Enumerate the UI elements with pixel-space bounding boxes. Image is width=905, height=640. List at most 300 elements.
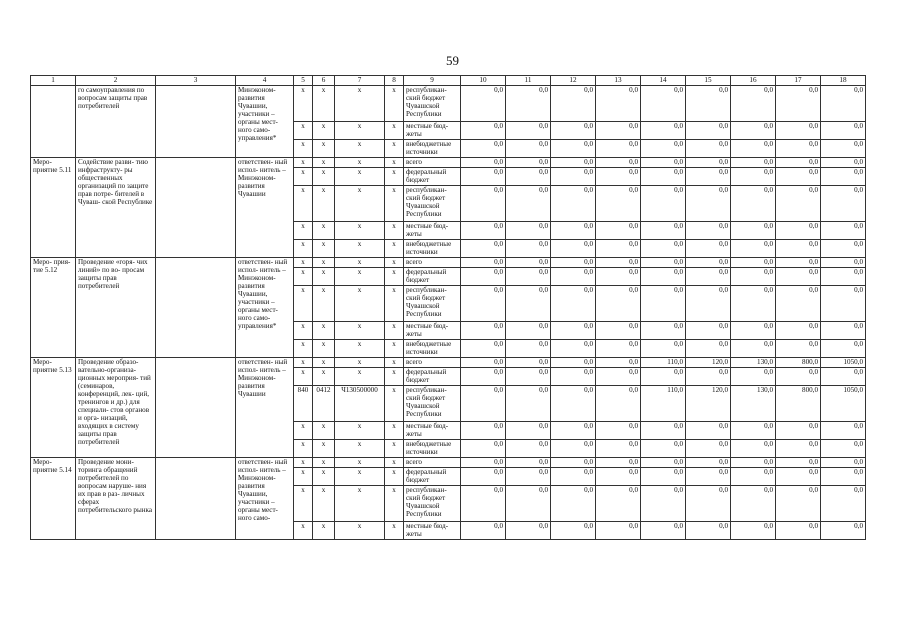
budget-code-cell: х: [335, 258, 385, 268]
budget-code-cell: х: [294, 322, 313, 340]
budget-code-cell: х: [313, 258, 335, 268]
event-title-cell: Проведение образо- вательно-организа- ционных мероприя- тий (семинаров, конференций, лек- ций, тренингов и др.) для специали- стов органов и орга- низаций, входящих в систему защиты прав потребителей: [76, 358, 156, 458]
amount-cell: 0,0: [776, 422, 821, 440]
amount-cell: 0,0: [551, 158, 596, 168]
amount-cell: 0,0: [506, 140, 551, 158]
budget-code-cell: х: [335, 422, 385, 440]
amount-cell: 0,0: [551, 440, 596, 458]
amount-cell: 0,0: [821, 322, 866, 340]
budget-code-cell: х: [335, 240, 385, 258]
amount-cell: 0,0: [641, 158, 686, 168]
amount-cell: 0,0: [596, 322, 641, 340]
funding-source-cell: республикан- ский бюджет Чувашской Республики: [404, 486, 461, 522]
budget-code-cell: х: [294, 340, 313, 358]
amount-cell: 0,0: [506, 258, 551, 268]
amount-cell: 0,0: [461, 486, 506, 522]
budget-code-cell: х: [385, 468, 404, 486]
amount-cell: 0,0: [551, 168, 596, 186]
funding-source-cell: федеральный бюджет: [404, 268, 461, 286]
column-number: 13: [596, 76, 641, 86]
budget-code-cell: х: [335, 158, 385, 168]
amount-cell: 0,0: [596, 458, 641, 468]
amount-cell: 0,0: [776, 322, 821, 340]
budget-code-cell: х: [313, 368, 335, 386]
table-row: [31, 258, 866, 268]
amount-cell: 0,0: [506, 268, 551, 286]
amount-cell: 0,0: [641, 168, 686, 186]
budget-code-cell: х: [294, 468, 313, 486]
amount-cell: 0,0: [686, 186, 731, 222]
amount-cell: 0,0: [731, 258, 776, 268]
amount-cell: 0,0: [596, 468, 641, 486]
amount-cell: 0,0: [551, 422, 596, 440]
table-row: [31, 458, 866, 468]
column-3-cell: [156, 158, 236, 258]
funding-source-cell: всего: [404, 258, 461, 268]
budget-code-cell: х: [335, 286, 385, 322]
budget-code-cell: х: [385, 440, 404, 458]
amount-cell: 0,0: [641, 258, 686, 268]
budget-code-cell: х: [313, 422, 335, 440]
amount-cell: 0,0: [776, 86, 821, 122]
amount-cell: 0,0: [506, 286, 551, 322]
amount-cell: 0,0: [821, 486, 866, 522]
column-number: 17: [776, 76, 821, 86]
amount-cell: 0,0: [461, 240, 506, 258]
amount-cell: 0,0: [461, 468, 506, 486]
amount-cell: 0,0: [596, 258, 641, 268]
budget-code-cell: х: [385, 522, 404, 540]
budget-code-cell: х: [335, 122, 385, 140]
budget-code-cell: х: [294, 168, 313, 186]
amount-cell: 0,0: [686, 322, 731, 340]
amount-cell: 0,0: [731, 168, 776, 186]
amount-cell: 0,0: [641, 240, 686, 258]
amount-cell: 0,0: [686, 422, 731, 440]
amount-cell: 0,0: [731, 140, 776, 158]
amount-cell: 0,0: [551, 222, 596, 240]
amount-cell: 0,0: [731, 486, 776, 522]
amount-cell: 0,0: [776, 168, 821, 186]
amount-cell: 0,0: [551, 386, 596, 422]
amount-cell: 0,0: [596, 386, 641, 422]
amount-cell: 0,0: [551, 522, 596, 540]
amount-cell: 0,0: [641, 340, 686, 358]
amount-cell: 0,0: [506, 186, 551, 222]
amount-cell: 0,0: [506, 440, 551, 458]
budget-code-cell: х: [385, 368, 404, 386]
budget-code-cell: х: [313, 222, 335, 240]
amount-cell: 0,0: [821, 422, 866, 440]
executor-cell: ответствен- ный испол- нитель – Минэконом- развития Чувашии: [236, 358, 294, 458]
amount-cell: 0,0: [641, 458, 686, 468]
budget-code-cell: 840: [294, 386, 313, 422]
amount-cell: 0,0: [686, 468, 731, 486]
budget-code-cell: х: [294, 422, 313, 440]
amount-cell: 0,0: [461, 86, 506, 122]
column-number: 6: [313, 76, 335, 86]
amount-cell: 0,0: [776, 122, 821, 140]
amount-cell: 0,0: [641, 186, 686, 222]
budget-code-cell: х: [335, 368, 385, 386]
funding-source-cell: всего: [404, 358, 461, 368]
amount-cell: 130,0: [731, 358, 776, 368]
amount-cell: 0,0: [686, 240, 731, 258]
amount-cell: 0,0: [506, 222, 551, 240]
amount-cell: 0,0: [641, 122, 686, 140]
budget-code-cell: х: [335, 186, 385, 222]
column-number: 12: [551, 76, 596, 86]
column-number-row: [31, 76, 866, 86]
amount-cell: 0,0: [461, 122, 506, 140]
amount-cell: 0,0: [461, 458, 506, 468]
amount-cell: 0,0: [776, 258, 821, 268]
amount-cell: 0,0: [686, 458, 731, 468]
amount-cell: 0,0: [506, 158, 551, 168]
budget-code-cell: х: [313, 322, 335, 340]
funding-source-cell: всего: [404, 158, 461, 168]
amount-cell: 0,0: [776, 522, 821, 540]
amount-cell: 0,0: [776, 440, 821, 458]
funding-source-cell: республикан- ский бюджет Чувашской Республики: [404, 186, 461, 222]
amount-cell: 0,0: [596, 440, 641, 458]
amount-cell: 0,0: [551, 268, 596, 286]
event-name-cell: [31, 86, 76, 158]
budget-code-cell: х: [294, 258, 313, 268]
amount-cell: 0,0: [731, 186, 776, 222]
amount-cell: 0,0: [551, 486, 596, 522]
budget-code-cell: х: [385, 358, 404, 368]
budget-code-cell: х: [313, 468, 335, 486]
amount-cell: 0,0: [461, 258, 506, 268]
budget-code-cell: х: [294, 368, 313, 386]
budget-code-cell: х: [313, 440, 335, 458]
funding-source-cell: федеральный бюджет: [404, 168, 461, 186]
amount-cell: 0,0: [641, 222, 686, 240]
page-number: 59: [446, 53, 459, 68]
amount-cell: 0,0: [461, 186, 506, 222]
column-number: 18: [821, 76, 866, 86]
amount-cell: 0,0: [506, 86, 551, 122]
funding-source-cell: республикан- ский бюджет Чувашской Республики: [404, 86, 461, 122]
amount-cell: 0,0: [731, 458, 776, 468]
funding-source-cell: республикан- ский бюджет Чувашской Республики: [404, 386, 461, 422]
amount-cell: 0,0: [461, 368, 506, 386]
amount-cell: 0,0: [596, 368, 641, 386]
event-title-cell: Проведение мони- торинга обращений потребителей по вопросам наруше- ния их прав в раз- личных сферах потребительского рынка: [76, 458, 156, 540]
amount-cell: 0,0: [776, 222, 821, 240]
amount-cell: 0,0: [686, 522, 731, 540]
amount-cell: 0,0: [686, 486, 731, 522]
budget-code-cell: х: [385, 322, 404, 340]
amount-cell: 0,0: [776, 186, 821, 222]
budget-code-cell: х: [335, 140, 385, 158]
amount-cell: 0,0: [461, 158, 506, 168]
column-number: 1: [31, 76, 76, 86]
amount-cell: 0,0: [641, 486, 686, 522]
amount-cell: 0,0: [551, 286, 596, 322]
budget-code-cell: х: [294, 140, 313, 158]
amount-cell: 0,0: [776, 340, 821, 358]
event-name-cell: Меро- прия- тие 5.12: [31, 258, 76, 358]
amount-cell: 0,0: [821, 268, 866, 286]
amount-cell: 0,0: [551, 258, 596, 268]
budget-table: [30, 75, 866, 540]
budget-code-cell: х: [385, 158, 404, 168]
budget-code-cell: х: [385, 486, 404, 522]
amount-cell: 0,0: [551, 186, 596, 222]
budget-code-cell: х: [294, 440, 313, 458]
budget-code-cell: х: [385, 222, 404, 240]
amount-cell: 130,0: [731, 386, 776, 422]
amount-cell: 0,0: [731, 322, 776, 340]
budget-code-cell: х: [294, 458, 313, 468]
budget-code-cell: х: [313, 86, 335, 122]
budget-code-cell: х: [335, 522, 385, 540]
amount-cell: 0,0: [551, 140, 596, 158]
amount-cell: 0,0: [821, 286, 866, 322]
budget-code-cell: х: [335, 468, 385, 486]
funding-source-cell: внебюджетные источники: [404, 240, 461, 258]
amount-cell: 0,0: [596, 158, 641, 168]
amount-cell: 800,0: [776, 386, 821, 422]
amount-cell: 0,0: [461, 222, 506, 240]
funding-source-cell: всего: [404, 458, 461, 468]
table-row: [31, 158, 866, 168]
budget-code-cell: х: [294, 122, 313, 140]
amount-cell: 0,0: [596, 422, 641, 440]
budget-code-cell: х: [385, 340, 404, 358]
amount-cell: 0,0: [596, 286, 641, 322]
column-3-cell: [156, 358, 236, 458]
amount-cell: 0,0: [596, 268, 641, 286]
column-number: 11: [506, 76, 551, 86]
amount-cell: 0,0: [731, 368, 776, 386]
amount-cell: 0,0: [731, 268, 776, 286]
amount-cell: 0,0: [776, 468, 821, 486]
budget-code-cell: х: [294, 358, 313, 368]
column-number: 8: [385, 76, 404, 86]
column-number: 9: [404, 76, 461, 86]
budget-code-cell: х: [294, 268, 313, 286]
budget-code-cell: х: [313, 122, 335, 140]
amount-cell: 0,0: [461, 168, 506, 186]
column-number: 4: [236, 76, 294, 86]
amount-cell: 0,0: [731, 286, 776, 322]
amount-cell: 0,0: [731, 240, 776, 258]
budget-code-cell: х: [335, 86, 385, 122]
amount-cell: 0,0: [731, 86, 776, 122]
amount-cell: 0,0: [461, 286, 506, 322]
column-3-cell: [156, 86, 236, 158]
amount-cell: 0,0: [686, 140, 731, 158]
column-number: 16: [731, 76, 776, 86]
funding-source-cell: внебюджетные источники: [404, 140, 461, 158]
budget-code-cell: х: [313, 340, 335, 358]
executor-cell: ответствен- ный испол- нитель – Минэконом- развития Чувашии: [236, 158, 294, 258]
amount-cell: 0,0: [821, 122, 866, 140]
column-number: 3: [156, 76, 236, 86]
amount-cell: 0,0: [821, 158, 866, 168]
budget-code-cell: х: [313, 286, 335, 322]
amount-cell: 0,0: [461, 340, 506, 358]
amount-cell: 0,0: [461, 422, 506, 440]
amount-cell: 0,0: [506, 240, 551, 258]
budget-code-cell: х: [294, 486, 313, 522]
amount-cell: 0,0: [506, 340, 551, 358]
budget-code-cell: х: [335, 340, 385, 358]
table-row: [31, 86, 866, 122]
amount-cell: 0,0: [641, 322, 686, 340]
amount-cell: 120,0: [686, 386, 731, 422]
budget-code-cell: х: [385, 258, 404, 268]
column-number: 7: [335, 76, 385, 86]
executor-cell: Минэконом- развития Чувашии, участники – органы мест- ного само- управления*: [236, 86, 294, 158]
table-row: [31, 358, 866, 368]
amount-cell: 0,0: [506, 322, 551, 340]
budget-code-cell: х: [313, 268, 335, 286]
amount-cell: 0,0: [731, 340, 776, 358]
amount-cell: 0,0: [506, 486, 551, 522]
budget-code-cell: х: [294, 86, 313, 122]
amount-cell: 0,0: [641, 422, 686, 440]
budget-code-cell: х: [313, 140, 335, 158]
amount-cell: 0,0: [506, 358, 551, 368]
amount-cell: 0,0: [776, 158, 821, 168]
budget-code-cell: х: [294, 522, 313, 540]
amount-cell: 0,0: [596, 486, 641, 522]
column-number: 2: [76, 76, 156, 86]
amount-cell: 0,0: [821, 522, 866, 540]
amount-cell: 0,0: [506, 386, 551, 422]
amount-cell: 0,0: [596, 86, 641, 122]
amount-cell: 0,0: [596, 340, 641, 358]
amount-cell: 0,0: [461, 358, 506, 368]
amount-cell: 0,0: [641, 140, 686, 158]
budget-code-cell: х: [294, 186, 313, 222]
column-number: 5: [294, 76, 313, 86]
amount-cell: 0,0: [551, 340, 596, 358]
column-number: 14: [641, 76, 686, 86]
amount-cell: 0,0: [596, 522, 641, 540]
amount-cell: 0,0: [596, 222, 641, 240]
amount-cell: 0,0: [821, 186, 866, 222]
amount-cell: 0,0: [821, 86, 866, 122]
budget-code-cell: х: [313, 240, 335, 258]
amount-cell: 0,0: [776, 140, 821, 158]
amount-cell: 0,0: [506, 422, 551, 440]
column-3-cell: [156, 258, 236, 358]
amount-cell: 0,0: [821, 340, 866, 358]
budget-code-cell: х: [313, 158, 335, 168]
budget-code-cell: х: [294, 286, 313, 322]
amount-cell: 0,0: [551, 458, 596, 468]
amount-cell: 0,0: [596, 168, 641, 186]
funding-source-cell: федеральный бюджет: [404, 368, 461, 386]
amount-cell: 0,0: [686, 268, 731, 286]
amount-cell: 0,0: [506, 522, 551, 540]
funding-source-cell: республикан- ский бюджет Чувашской Республики: [404, 286, 461, 322]
amount-cell: 0,0: [776, 268, 821, 286]
budget-code-cell: х: [313, 358, 335, 368]
amount-cell: 0,0: [776, 240, 821, 258]
budget-code-cell: х: [385, 458, 404, 468]
amount-cell: 0,0: [776, 458, 821, 468]
budget-code-cell: х: [335, 222, 385, 240]
amount-cell: 0,0: [686, 368, 731, 386]
amount-cell: 0,0: [686, 86, 731, 122]
amount-cell: 0,0: [821, 222, 866, 240]
amount-cell: 0,0: [821, 368, 866, 386]
amount-cell: 0,0: [776, 286, 821, 322]
amount-cell: 0,0: [686, 158, 731, 168]
amount-cell: 0,0: [596, 186, 641, 222]
budget-code-cell: х: [294, 240, 313, 258]
budget-code-cell: х: [385, 240, 404, 258]
executor-cell: ответствен- ный испол- нитель – Минэконом- развития Чувашии, участники – органы мест- ного само-: [236, 458, 294, 540]
amount-cell: 0,0: [506, 122, 551, 140]
amount-cell: 0,0: [461, 140, 506, 158]
budget-code-cell: х: [385, 168, 404, 186]
funding-source-cell: местные бюд- жеты: [404, 422, 461, 440]
amount-cell: 110,0: [641, 386, 686, 422]
funding-source-cell: местные бюд- жеты: [404, 222, 461, 240]
budget-code-cell: х: [385, 186, 404, 222]
amount-cell: 0,0: [596, 358, 641, 368]
budget-code-cell: х: [313, 168, 335, 186]
amount-cell: 0,0: [596, 240, 641, 258]
budget-code-cell: х: [385, 386, 404, 422]
column-3-cell: [156, 458, 236, 540]
budget-code-cell: х: [385, 268, 404, 286]
amount-cell: 0,0: [821, 458, 866, 468]
amount-cell: 0,0: [551, 240, 596, 258]
amount-cell: 0,0: [686, 440, 731, 458]
amount-cell: 0,0: [506, 458, 551, 468]
amount-cell: 0,0: [461, 268, 506, 286]
amount-cell: 0,0: [551, 322, 596, 340]
amount-cell: 110,0: [641, 358, 686, 368]
amount-cell: 0,0: [731, 222, 776, 240]
amount-cell: 0,0: [461, 522, 506, 540]
budget-code-cell: х: [385, 122, 404, 140]
amount-cell: 0,0: [821, 468, 866, 486]
amount-cell: 0,0: [596, 122, 641, 140]
amount-cell: 0,0: [821, 140, 866, 158]
amount-cell: 0,0: [686, 168, 731, 186]
funding-source-cell: внебюджетные источники: [404, 440, 461, 458]
funding-source-cell: местные бюд- жеты: [404, 522, 461, 540]
budget-code-cell: х: [335, 458, 385, 468]
amount-cell: 0,0: [641, 368, 686, 386]
event-title-cell: Проведение «горя- чих линий» по во- просам защиты прав потребителей: [76, 258, 156, 358]
column-number: 15: [686, 76, 731, 86]
event-name-cell: Меро- приятие 5.14: [31, 458, 76, 540]
budget-code-cell: 0412: [313, 386, 335, 422]
amount-cell: 0,0: [686, 258, 731, 268]
amount-cell: 120,0: [686, 358, 731, 368]
amount-cell: 0,0: [551, 122, 596, 140]
amount-cell: 0,0: [731, 440, 776, 458]
event-name-cell: Меро- приятие 5.13: [31, 358, 76, 458]
budget-code-cell: х: [335, 440, 385, 458]
amount-cell: 0,0: [506, 468, 551, 486]
amount-cell: 0,0: [461, 440, 506, 458]
budget-code-cell: х: [294, 158, 313, 168]
amount-cell: 0,0: [731, 522, 776, 540]
budget-code-cell: х: [385, 86, 404, 122]
budget-code-cell: х: [335, 322, 385, 340]
